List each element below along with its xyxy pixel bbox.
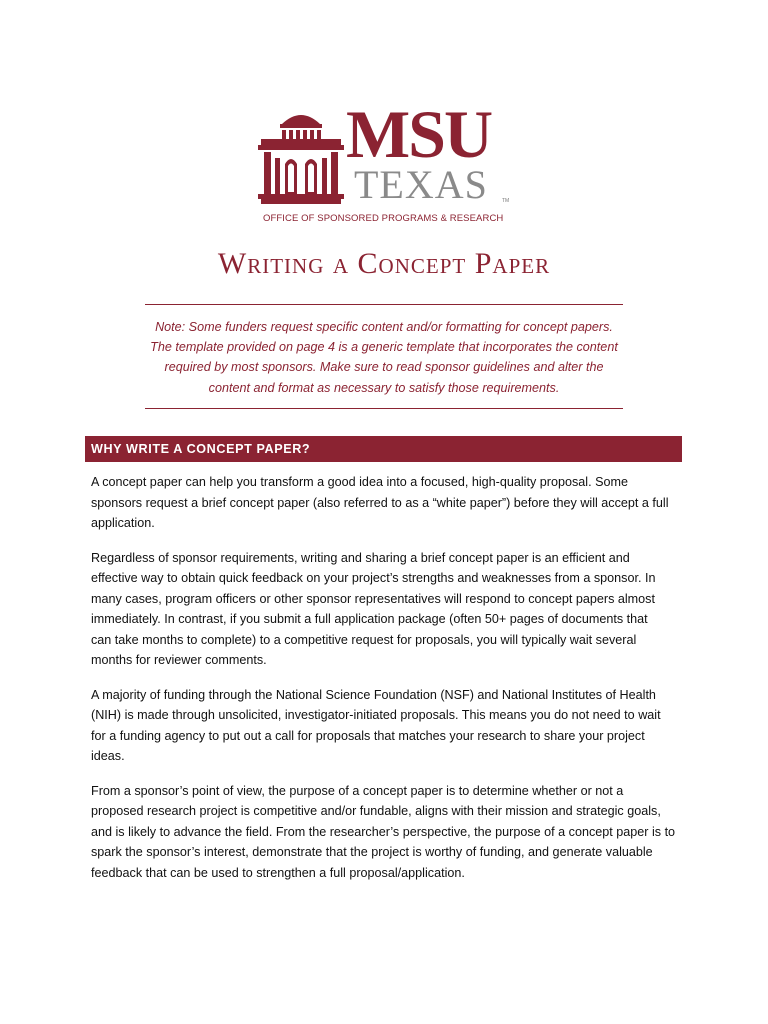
paragraph-line: Regardless of sponsor requirements, writing and sharing a brief concept paper is an efficient and [91,550,630,565]
note-divider-bottom [145,408,623,409]
paragraph-line: immediately. In contrast, if you submit a full application package (often 50+ pages of documents that [91,612,648,626]
paragraph-line: spark the sponsor’s interest, demonstrate that the project is worthy of funding, and generate valuable [91,845,653,859]
logo-msu-text: MSU [346,96,492,172]
section-header-bar [85,436,682,462]
paragraph-line: (NIH) is made through unsolicited, investigator-initiated proposals. This means you do not need to wait [91,708,661,722]
logo-office-text: OFFICE OF SPONSORED PROGRAMS & RESEARCH [263,213,504,224]
paragraph-line: can take months to complete) to a competitive request for proposals, you will typically wait several [91,632,637,647]
paragraph-line: proposed research project is competitive and/or fundable, aligns with their mission and strategic goals, [91,804,661,818]
note-line: content and format as necessary to satisfy those requirements. [208,380,560,395]
paragraph-line: effective way to obtain quick feedback on your project’s strengths and weaknesses from a sponsor. In [91,571,656,585]
paragraph-line: many cases, program officers or other sponsor representatives will respond to concept papers almost [91,591,655,606]
note-line: required by most sponsors. Make sure to read sponsor guidelines and alter the [164,360,604,375]
note-divider-top [145,304,623,305]
body-paragraph [91,685,683,767]
msu-texas-logo [258,96,514,226]
paragraph-line: application. [91,516,155,530]
document-title: Writing a Concept Paper [217,247,551,280]
paragraph-line: and is likely to advance the field. From the researcher’s perspective, the purpose of a concept paper is to [91,824,676,839]
paragraph-line: A majority of funding through the National Science Foundation (NSF) and National Institutes of Health [91,687,656,702]
note-line: Note: Some funders request specific content and/or formatting for concept papers. [155,320,613,334]
note-line: The template provided on page 4 is a generic template that incorporates the content [150,340,618,355]
note-box [145,317,623,398]
paragraph-line: feedback that can be used to strengthen a full proposal/application. [91,865,465,880]
section-title: WHY WRITE A CONCEPT PAPER? [91,442,311,456]
paragraph-line: months for reviewer comments. [91,653,267,667]
university-building-icon [258,106,344,204]
paragraph-line: for a funding agency to put out a call for proposals that matches your research to share your project [91,728,645,743]
body-paragraph [91,781,683,884]
paragraph-line: From a sponsor’s point of view, the purpose of a concept paper is to determine whether or not a [91,783,624,798]
paragraph-line: sponsors request a brief concept paper (also referred to as a “white paper”) before they will accept a full [91,495,669,510]
body-paragraph [91,472,683,534]
body-text [91,472,683,897]
logo-texas-text: TEXAS [354,162,488,207]
body-paragraph [91,548,683,671]
paragraph-line: ideas. [91,749,125,763]
paragraph-line: A concept paper can help you transform a good idea into a focused, high-quality proposal. Some [91,475,628,489]
logo-trademark: TM [502,198,510,204]
